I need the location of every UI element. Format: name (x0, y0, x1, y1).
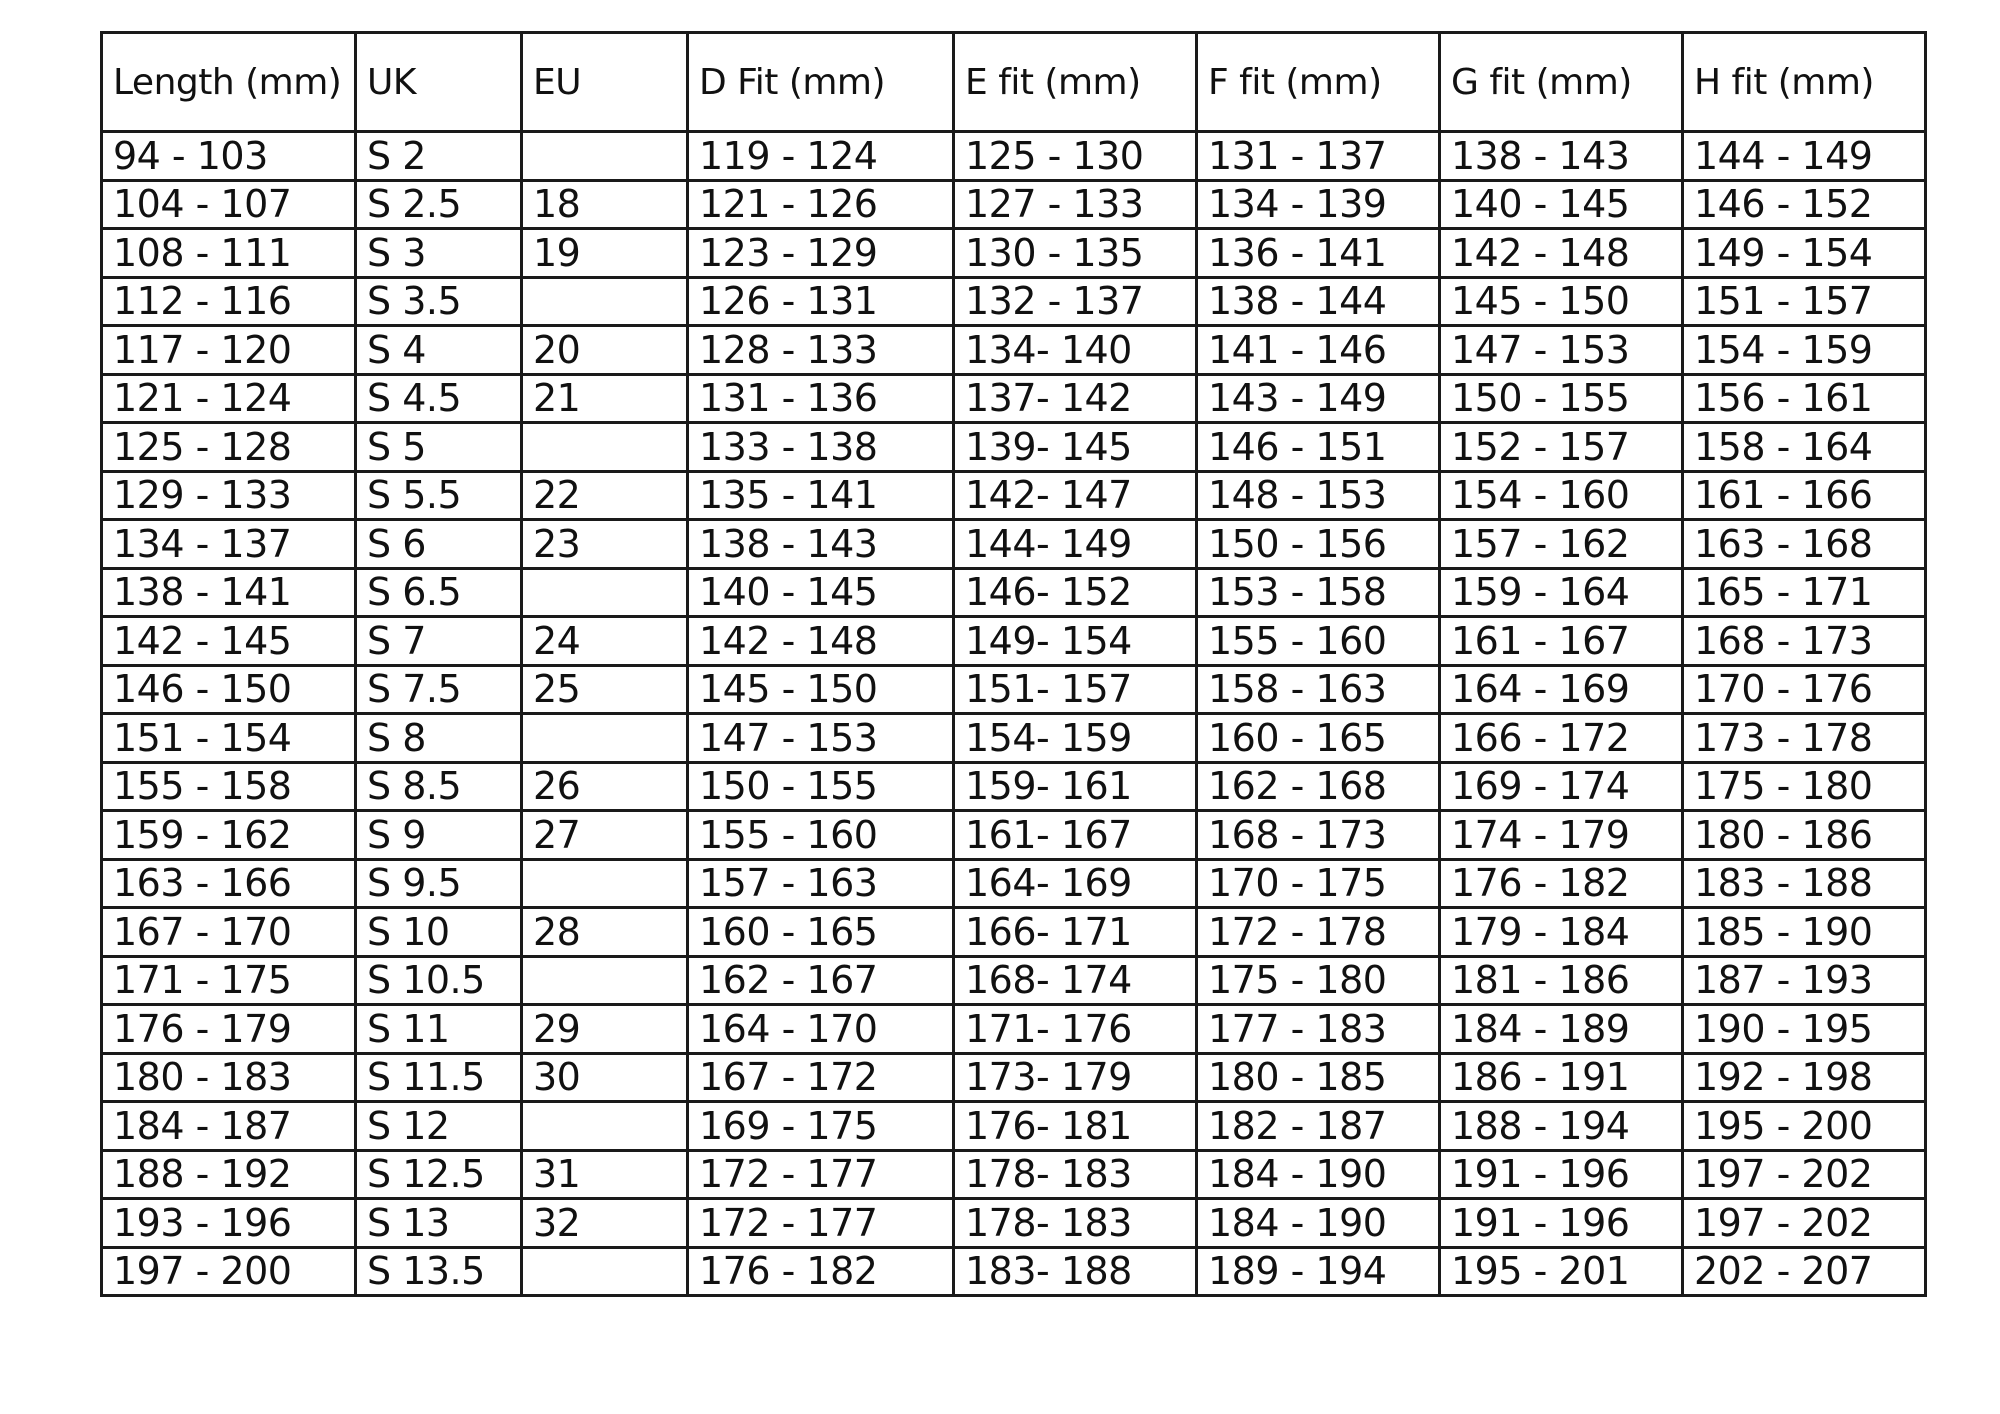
cell-g-fit: 142 - 148 (1440, 229, 1683, 278)
table-row (102, 471, 1926, 520)
table-row (102, 956, 1926, 1005)
cell-f-fit: 134 - 139 (1197, 180, 1440, 229)
cell-eu: 28 (522, 908, 688, 957)
cell-uk: S 4 (356, 326, 522, 375)
cell-f-fit: 146 - 151 (1197, 423, 1440, 472)
cell-e-fit: 161- 167 (954, 811, 1197, 860)
table-row (102, 326, 1926, 375)
cell-uk: S 5 (356, 423, 522, 472)
cell-g-fit: 138 - 143 (1440, 132, 1683, 181)
cell-f-fit: 177 - 183 (1197, 1005, 1440, 1054)
column-header-f-fit: F fit (mm) (1197, 33, 1440, 132)
cell-g-fit: 161 - 167 (1440, 617, 1683, 666)
cell-eu: 25 (522, 665, 688, 714)
cell-length: 146 - 150 (102, 665, 356, 714)
cell-eu (522, 1247, 688, 1296)
cell-d-fit: 162 - 167 (688, 956, 954, 1005)
cell-d-fit: 155 - 160 (688, 811, 954, 860)
cell-f-fit: 138 - 144 (1197, 277, 1440, 326)
table-row (102, 423, 1926, 472)
cell-g-fit: 169 - 174 (1440, 762, 1683, 811)
cell-h-fit: 163 - 168 (1683, 520, 1926, 569)
cell-uk: S 13 (356, 1199, 522, 1248)
cell-e-fit: 134- 140 (954, 326, 1197, 375)
cell-eu (522, 859, 688, 908)
cell-f-fit: 180 - 185 (1197, 1053, 1440, 1102)
cell-d-fit: 172 - 177 (688, 1150, 954, 1199)
cell-length: 121 - 124 (102, 374, 356, 423)
cell-g-fit: 174 - 179 (1440, 811, 1683, 860)
cell-f-fit: 184 - 190 (1197, 1150, 1440, 1199)
cell-g-fit: 166 - 172 (1440, 714, 1683, 763)
table-row (102, 1005, 1926, 1054)
cell-d-fit: 160 - 165 (688, 908, 954, 957)
cell-g-fit: 184 - 189 (1440, 1005, 1683, 1054)
table-row (102, 908, 1926, 957)
cell-e-fit: 173- 179 (954, 1053, 1197, 1102)
cell-length: 197 - 200 (102, 1247, 356, 1296)
cell-d-fit: 150 - 155 (688, 762, 954, 811)
cell-f-fit: 172 - 178 (1197, 908, 1440, 957)
cell-f-fit: 170 - 175 (1197, 859, 1440, 908)
cell-h-fit: 202 - 207 (1683, 1247, 1926, 1296)
cell-e-fit: 146- 152 (954, 568, 1197, 617)
table-row (102, 1102, 1926, 1151)
cell-f-fit: 131 - 137 (1197, 132, 1440, 181)
table-row (102, 568, 1926, 617)
cell-h-fit: 180 - 186 (1683, 811, 1926, 860)
cell-e-fit: 151- 157 (954, 665, 1197, 714)
cell-h-fit: 175 - 180 (1683, 762, 1926, 811)
cell-length: 129 - 133 (102, 471, 356, 520)
cell-length: 151 - 154 (102, 714, 356, 763)
cell-d-fit: 123 - 129 (688, 229, 954, 278)
cell-uk: S 4.5 (356, 374, 522, 423)
cell-uk: S 5.5 (356, 471, 522, 520)
cell-eu: 32 (522, 1199, 688, 1248)
cell-length: 180 - 183 (102, 1053, 356, 1102)
cell-length: 104 - 107 (102, 180, 356, 229)
cell-uk: S 6 (356, 520, 522, 569)
column-header-uk: UK (356, 33, 522, 132)
cell-eu: 24 (522, 617, 688, 666)
cell-f-fit: 182 - 187 (1197, 1102, 1440, 1151)
cell-h-fit: 161 - 166 (1683, 471, 1926, 520)
cell-length: 193 - 196 (102, 1199, 356, 1248)
cell-h-fit: 187 - 193 (1683, 956, 1926, 1005)
table-row (102, 811, 1926, 860)
table-row (102, 277, 1926, 326)
cell-length: 171 - 175 (102, 956, 356, 1005)
size-chart-sheet (100, 31, 1924, 1297)
column-header-g-fit: G fit (mm) (1440, 33, 1683, 132)
cell-eu: 31 (522, 1150, 688, 1199)
cell-e-fit: 159- 161 (954, 762, 1197, 811)
column-header-eu: EU (522, 33, 688, 132)
cell-eu (522, 423, 688, 472)
table-row (102, 1150, 1926, 1199)
cell-d-fit: 126 - 131 (688, 277, 954, 326)
cell-g-fit: 150 - 155 (1440, 374, 1683, 423)
cell-e-fit: 127 - 133 (954, 180, 1197, 229)
cell-e-fit: 176- 181 (954, 1102, 1197, 1151)
cell-length: 176 - 179 (102, 1005, 356, 1054)
cell-uk: S 12.5 (356, 1150, 522, 1199)
cell-e-fit: 132 - 137 (954, 277, 1197, 326)
table-row (102, 229, 1926, 278)
cell-g-fit: 176 - 182 (1440, 859, 1683, 908)
cell-f-fit: 150 - 156 (1197, 520, 1440, 569)
cell-length: 134 - 137 (102, 520, 356, 569)
cell-uk: S 2.5 (356, 180, 522, 229)
column-header-length: Length (mm) (102, 33, 356, 132)
cell-length: 155 - 158 (102, 762, 356, 811)
cell-uk: S 11.5 (356, 1053, 522, 1102)
cell-d-fit: 169 - 175 (688, 1102, 954, 1151)
cell-h-fit: 190 - 195 (1683, 1005, 1926, 1054)
cell-length: 112 - 116 (102, 277, 356, 326)
table-row (102, 1199, 1926, 1248)
cell-uk: S 12 (356, 1102, 522, 1151)
column-header-e-fit: E fit (mm) (954, 33, 1197, 132)
cell-d-fit: 157 - 163 (688, 859, 954, 908)
cell-d-fit: 164 - 170 (688, 1005, 954, 1054)
table-row (102, 180, 1926, 229)
cell-g-fit: 145 - 150 (1440, 277, 1683, 326)
cell-g-fit: 186 - 191 (1440, 1053, 1683, 1102)
cell-uk: S 9 (356, 811, 522, 860)
table-row (102, 714, 1926, 763)
table-row (102, 665, 1926, 714)
table-header (102, 33, 1926, 132)
cell-eu (522, 277, 688, 326)
cell-length: 138 - 141 (102, 568, 356, 617)
cell-h-fit: 195 - 200 (1683, 1102, 1926, 1151)
table-row (102, 617, 1926, 666)
cell-length: 125 - 128 (102, 423, 356, 472)
cell-e-fit: 168- 174 (954, 956, 1197, 1005)
column-header-d-fit: D Fit (mm) (688, 33, 954, 132)
cell-f-fit: 168 - 173 (1197, 811, 1440, 860)
cell-e-fit: 149- 154 (954, 617, 1197, 666)
table-row (102, 1247, 1926, 1296)
cell-f-fit: 189 - 194 (1197, 1247, 1440, 1296)
cell-d-fit: 119 - 124 (688, 132, 954, 181)
cell-eu: 18 (522, 180, 688, 229)
cell-e-fit: 154- 159 (954, 714, 1197, 763)
cell-e-fit: 139- 145 (954, 423, 1197, 472)
cell-f-fit: 153 - 158 (1197, 568, 1440, 617)
cell-f-fit: 175 - 180 (1197, 956, 1440, 1005)
cell-eu (522, 1102, 688, 1151)
cell-f-fit: 136 - 141 (1197, 229, 1440, 278)
cell-h-fit: 151 - 157 (1683, 277, 1926, 326)
cell-h-fit: 170 - 176 (1683, 665, 1926, 714)
cell-length: 117 - 120 (102, 326, 356, 375)
cell-e-fit: 171- 176 (954, 1005, 1197, 1054)
cell-g-fit: 159 - 164 (1440, 568, 1683, 617)
cell-uk: S 10.5 (356, 956, 522, 1005)
cell-e-fit: 144- 149 (954, 520, 1197, 569)
cell-eu: 30 (522, 1053, 688, 1102)
cell-eu: 21 (522, 374, 688, 423)
cell-g-fit: 195 - 201 (1440, 1247, 1683, 1296)
cell-g-fit: 157 - 162 (1440, 520, 1683, 569)
cell-e-fit: 166- 171 (954, 908, 1197, 957)
cell-f-fit: 141 - 146 (1197, 326, 1440, 375)
cell-g-fit: 152 - 157 (1440, 423, 1683, 472)
cell-f-fit: 162 - 168 (1197, 762, 1440, 811)
cell-d-fit: 172 - 177 (688, 1199, 954, 1248)
cell-h-fit: 154 - 159 (1683, 326, 1926, 375)
cell-eu: 19 (522, 229, 688, 278)
cell-uk: S 7 (356, 617, 522, 666)
cell-e-fit: 164- 169 (954, 859, 1197, 908)
cell-h-fit: 185 - 190 (1683, 908, 1926, 957)
cell-length: 142 - 145 (102, 617, 356, 666)
cell-d-fit: 133 - 138 (688, 423, 954, 472)
cell-uk: S 10 (356, 908, 522, 957)
cell-d-fit: 121 - 126 (688, 180, 954, 229)
cell-f-fit: 155 - 160 (1197, 617, 1440, 666)
table-body (102, 132, 1926, 1296)
cell-length: 188 - 192 (102, 1150, 356, 1199)
cell-eu (522, 956, 688, 1005)
cell-h-fit: 156 - 161 (1683, 374, 1926, 423)
cell-g-fit: 140 - 145 (1440, 180, 1683, 229)
cell-f-fit: 143 - 149 (1197, 374, 1440, 423)
table-row (102, 1053, 1926, 1102)
cell-d-fit: 167 - 172 (688, 1053, 954, 1102)
cell-h-fit: 168 - 173 (1683, 617, 1926, 666)
cell-uk: S 6.5 (356, 568, 522, 617)
cell-e-fit: 130 - 135 (954, 229, 1197, 278)
cell-e-fit: 137- 142 (954, 374, 1197, 423)
cell-uk: S 8.5 (356, 762, 522, 811)
cell-eu: 27 (522, 811, 688, 860)
cell-e-fit: 142- 147 (954, 471, 1197, 520)
cell-uk: S 3.5 (356, 277, 522, 326)
cell-eu (522, 568, 688, 617)
cell-h-fit: 197 - 202 (1683, 1199, 1926, 1248)
cell-h-fit: 146 - 152 (1683, 180, 1926, 229)
cell-eu (522, 714, 688, 763)
cell-h-fit: 149 - 154 (1683, 229, 1926, 278)
cell-g-fit: 181 - 186 (1440, 956, 1683, 1005)
cell-uk: S 7.5 (356, 665, 522, 714)
cell-h-fit: 173 - 178 (1683, 714, 1926, 763)
cell-uk: S 3 (356, 229, 522, 278)
cell-length: 159 - 162 (102, 811, 356, 860)
cell-h-fit: 144 - 149 (1683, 132, 1926, 181)
cell-h-fit: 165 - 171 (1683, 568, 1926, 617)
cell-length: 184 - 187 (102, 1102, 356, 1151)
cell-h-fit: 183 - 188 (1683, 859, 1926, 908)
cell-d-fit: 147 - 153 (688, 714, 954, 763)
cell-uk: S 8 (356, 714, 522, 763)
cell-f-fit: 158 - 163 (1197, 665, 1440, 714)
cell-d-fit: 145 - 150 (688, 665, 954, 714)
cell-d-fit: 135 - 141 (688, 471, 954, 520)
cell-eu: 29 (522, 1005, 688, 1054)
table-row (102, 520, 1926, 569)
cell-length: 167 - 170 (102, 908, 356, 957)
cell-eu (522, 132, 688, 181)
table-row (102, 762, 1926, 811)
header-row (102, 33, 1926, 132)
cell-d-fit: 176 - 182 (688, 1247, 954, 1296)
cell-g-fit: 154 - 160 (1440, 471, 1683, 520)
cell-g-fit: 188 - 194 (1440, 1102, 1683, 1151)
cell-d-fit: 131 - 136 (688, 374, 954, 423)
table-row (102, 132, 1926, 181)
cell-eu: 22 (522, 471, 688, 520)
cell-e-fit: 125 - 130 (954, 132, 1197, 181)
cell-uk: S 13.5 (356, 1247, 522, 1296)
cell-d-fit: 142 - 148 (688, 617, 954, 666)
cell-uk: S 9.5 (356, 859, 522, 908)
cell-eu: 23 (522, 520, 688, 569)
cell-length: 108 - 111 (102, 229, 356, 278)
cell-e-fit: 178- 183 (954, 1150, 1197, 1199)
cell-uk: S 11 (356, 1005, 522, 1054)
table-row (102, 859, 1926, 908)
cell-g-fit: 147 - 153 (1440, 326, 1683, 375)
cell-h-fit: 192 - 198 (1683, 1053, 1926, 1102)
cell-d-fit: 128 - 133 (688, 326, 954, 375)
cell-h-fit: 158 - 164 (1683, 423, 1926, 472)
cell-length: 94 - 103 (102, 132, 356, 181)
cell-g-fit: 179 - 184 (1440, 908, 1683, 957)
cell-uk: S 2 (356, 132, 522, 181)
cell-eu: 26 (522, 762, 688, 811)
cell-g-fit: 191 - 196 (1440, 1199, 1683, 1248)
cell-d-fit: 140 - 145 (688, 568, 954, 617)
column-header-h-fit: H fit (mm) (1683, 33, 1926, 132)
cell-f-fit: 160 - 165 (1197, 714, 1440, 763)
cell-f-fit: 148 - 153 (1197, 471, 1440, 520)
table-row (102, 374, 1926, 423)
cell-g-fit: 191 - 196 (1440, 1150, 1683, 1199)
cell-g-fit: 164 - 169 (1440, 665, 1683, 714)
cell-length: 163 - 166 (102, 859, 356, 908)
shoe-size-chart-table (100, 31, 1927, 1297)
cell-e-fit: 178- 183 (954, 1199, 1197, 1248)
cell-e-fit: 183- 188 (954, 1247, 1197, 1296)
cell-eu: 20 (522, 326, 688, 375)
cell-f-fit: 184 - 190 (1197, 1199, 1440, 1248)
cell-d-fit: 138 - 143 (688, 520, 954, 569)
cell-h-fit: 197 - 202 (1683, 1150, 1926, 1199)
